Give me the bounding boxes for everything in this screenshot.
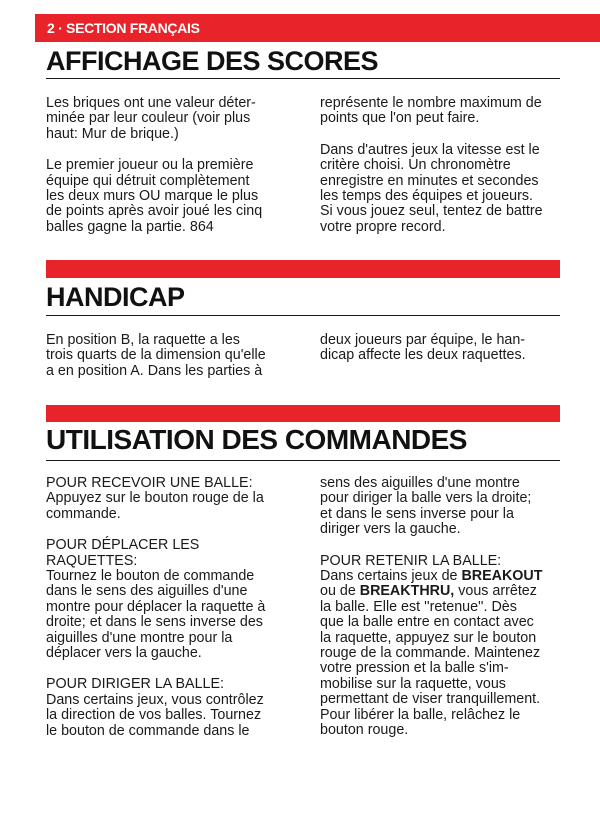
move-text: Tournez le bouton de commande dans le sens des aiguilles d'une montre pour déplacer la raquette à droite; et dans le sens inverse des aiguilles d'une montre pour la déplacer vers la gauche.: [46, 568, 266, 662]
direct-text: Dans certains jeux, vous contrôlez la direction de vos balles. Tournez le bouton de commande dans le: [46, 691, 264, 739]
receive-heading: POUR RECEVOIR UNE BALLE:: [46, 475, 253, 491]
hold-heading: POUR RETENIR LA BALLE:: [320, 552, 502, 569]
hold-text-rest: vous arrêtez la balle. Elle est ''retenue''. Dès que la balle entre en contact avec la raquette, appuyez sur le bouton rouge de la commande. Maintenez votre pression et la balle s'im- mobilise sur la raquette, vous permettant de viser tranquillement. Pour libérer la balle, relâchez le bouton rouge.: [320, 583, 541, 739]
scores-rule: [46, 78, 560, 79]
scores-right-column: [320, 96, 580, 235]
scores-title: AFFICHAGE DES SCORES: [46, 46, 379, 76]
handicap-rule: [46, 315, 560, 316]
red-divider-1: [46, 260, 560, 278]
breakthru-game-name: BREAKTHRU,: [359, 583, 455, 600]
scores-paragraph-3: représente le nombre maximum de points que l'on peut faire.: [320, 95, 542, 127]
scores-paragraph-4: Dans d'autres jeux la vitesse est le critère choisi. Un chronomètre enregistre en minutes et secondes les temps des équipes et joueurs. Si vous jouez seul, tentez de battre votre propre record.: [320, 141, 543, 235]
section-header-bar: [35, 14, 600, 42]
commands-left-column: [46, 476, 308, 739]
hold-paragraph: [320, 569, 582, 738]
scores-paragraph-1: Les briques ont une valeur déter- minée par leur couleur (voir plus haut: Mur de brique.): [46, 95, 256, 142]
scores-left-column: [46, 96, 308, 235]
commands-rule: [46, 460, 560, 461]
breakout-game-name: BREAKOUT: [461, 568, 543, 585]
commands-right-column: [320, 476, 582, 739]
commands-title: UTILISATION DES COMMANDES: [46, 424, 467, 455]
move-heading: POUR DÉPLACER LES RAQUETTES:: [46, 537, 200, 569]
section-label: 2 · SECTION FRANÇAIS: [47, 20, 200, 36]
direct-heading: POUR DIRIGER LA BALLE:: [46, 676, 224, 693]
hold-text-mid: ou de: [320, 583, 356, 600]
handicap-left-column: [46, 333, 308, 379]
handicap-right-column: [320, 333, 580, 364]
hold-text-start: Dans certains jeux de: [320, 568, 462, 585]
red-divider-2: [46, 405, 560, 422]
direct-text-continued: sens des aiguilles d'une montre pour diriger la balle vers la droite; et dans le sens inverse pour la diriger vers la gauche.: [320, 475, 532, 538]
handicap-paragraph-left: En position B, la raquette a les trois quarts de la dimension qu'elle a en position A. Dans les parties à: [46, 332, 266, 379]
handicap-title: HANDICAP: [46, 282, 185, 312]
scores-paragraph-2: Le premier joueur ou la première équipe qui détruit complètement les deux murs OU marque le plus de points après avoir joué les cinq balles gagne la partie. 864: [46, 157, 263, 235]
receive-text: Appuyez sur le bouton rouge de la commande.: [46, 490, 264, 522]
handicap-paragraph-right: deux joueurs par équipe, le han- dicap affecte les deux raquettes.: [320, 332, 526, 364]
